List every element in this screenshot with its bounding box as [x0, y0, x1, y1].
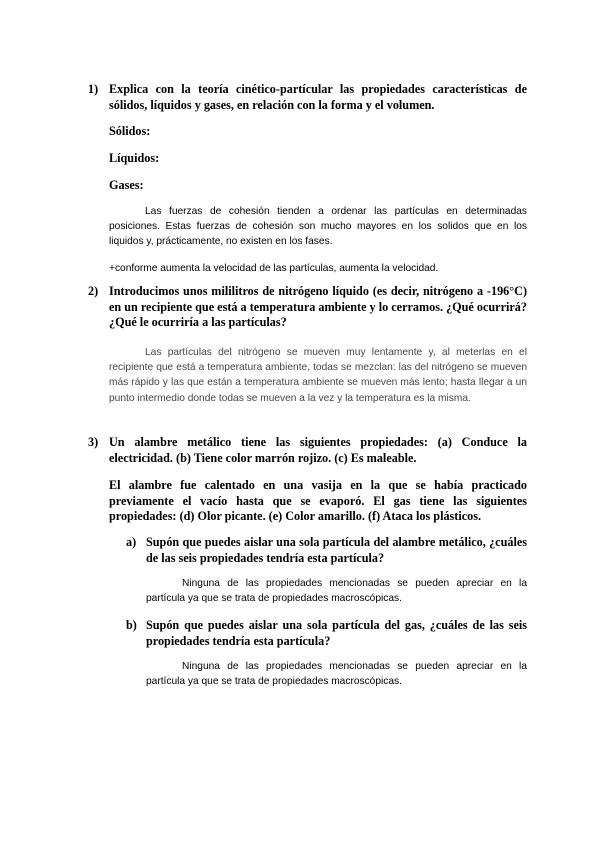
q2-answer: Las partículas del nitrógeno se mueven muy lentamente y, al meterlas en el recipiente que está a temperatura ambiente, todas se mezclan: las del nitrógeno se mueven más rápido y las que están a temperatura ambiente se mueven más lento; hasta llegar a un punto intermedio donde todas se mueven a la vez y la temperatura es la misma.: [109, 347, 527, 404]
q3b-question: Supón que puedes aislar una sola partícula del gas, ¿cuáles de las seis propiedades tendría esta partícula?: [146, 618, 527, 648]
q3b-answer: Ninguna de las propiedades mencionadas se pueden apreciar en la partícula ya que se trata de propiedades macroscópicas.: [146, 661, 527, 688]
q3a-letter: a): [126, 535, 137, 549]
label-gases: Gases:: [109, 178, 144, 192]
q3-context: El alambre fue calentado en una vasija en la que se había practicado previamente el vacío hasta que se evaporó. El gas tiene las siguientes propiedades: (d) Olor picante. (e) Color amarillo. (f) Ataca los plásticos.: [109, 478, 527, 523]
label-solidos: Sólidos:: [109, 124, 151, 138]
label-liquidos: Líquidos:: [109, 151, 160, 165]
q2-number: 2): [88, 284, 99, 298]
q1-answer: Las fuerzas de cohesión tienden a ordenar las partículas en determinadas posiciones. Estas fuerzas de cohesión son mucho mayores en los solidos que en los liquidos y, prácticamente, no existen en los fases.: [109, 206, 527, 248]
q3-question: Un alambre metálico tiene las siguientes propiedades: (a) Conduce la electricidad. (b) Tiene color marrón rojizo. (c) Es maleable.: [109, 435, 527, 465]
q3a-question: Supón que puedes aislar una sola partícula del alambre metálico, ¿cuáles de las seis propiedades tendría esta partícula?: [146, 535, 527, 565]
q3b-letter: b): [126, 618, 137, 632]
q1-note: +conforme aumenta la velocidad de las partículas, aumenta la velocidad.: [109, 263, 439, 274]
q2-question: Introducimos unos mililitros de nitrógeno líquido (es decir, nitrógeno a -196°C) en un recipiente que está a temperatura ambiente y lo cerramos. ¿Qué ocurrirá? ¿Qué le ocurriría a las partículas?: [109, 284, 527, 329]
q1-number: 1): [88, 82, 99, 96]
q3a-answer: Ninguna de las propiedades mencionadas se pueden apreciar en la partícula ya que se trata de propiedades macroscópicas.: [146, 578, 527, 605]
q1-question: Explica con la teoría cinético-partícular las propiedades características de sólidos, líquidos y gases, en relación con la forma y el volumen.: [109, 82, 527, 112]
q3-number: 3): [88, 435, 99, 449]
